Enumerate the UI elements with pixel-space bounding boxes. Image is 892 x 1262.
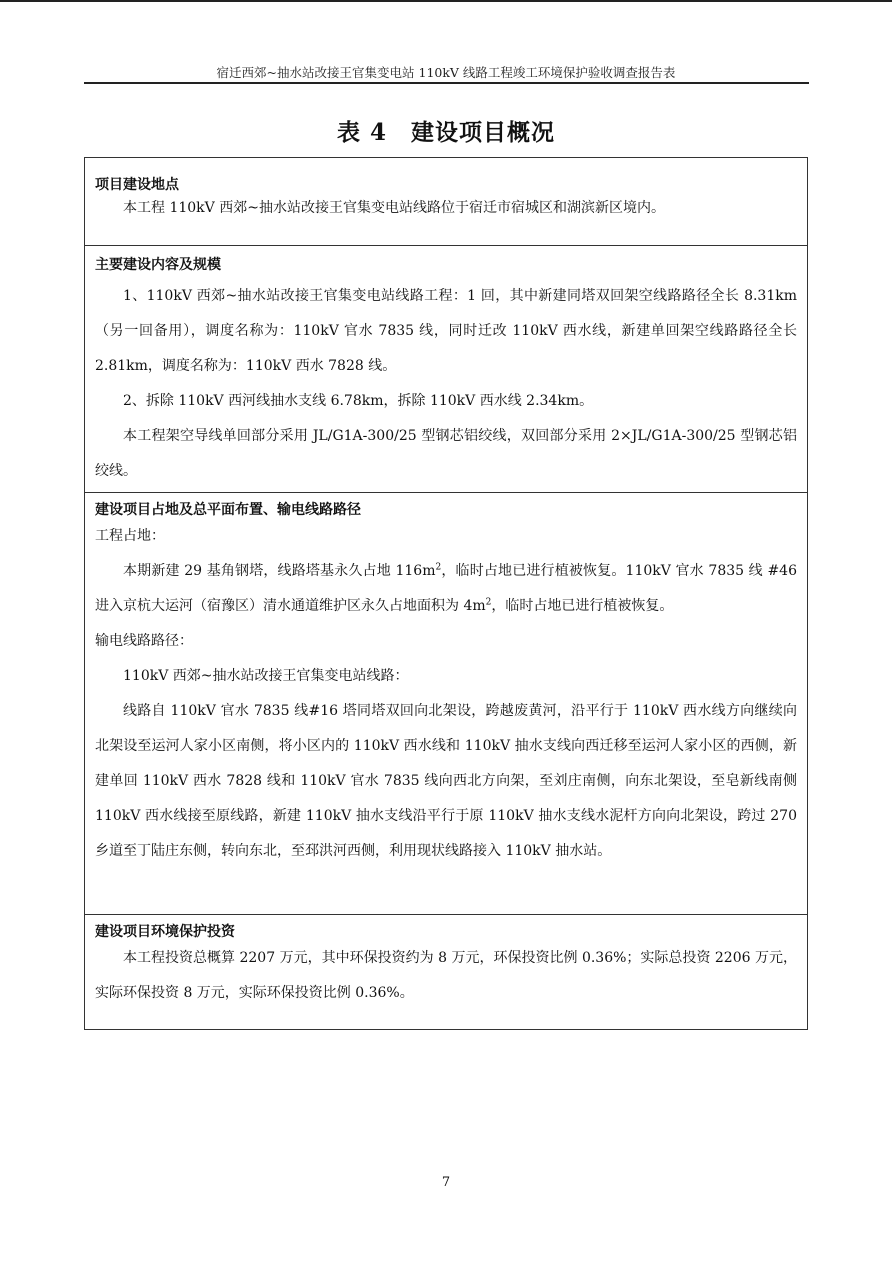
route-line-name: 110kV 西郊~抽水站改接王官集变电站线路：	[123, 668, 409, 684]
section-location	[85, 158, 807, 245]
header-rule	[84, 82, 809, 84]
page-number: 7	[441, 1175, 451, 1190]
land-text-c: ，临时占地已进行植被恢复。	[491, 598, 674, 614]
section-investment	[85, 914, 807, 1029]
route-paragraph: 线路自 110kV 官水 7835 线#16 塔同塔双回向北架设，跨越废黄河，沿平行于 110kV 西水线方向继续向北架设至运河人家小区南侧，将小区内的 110kV 西水线和 110kV 抽水支线向西迁移至运河人家小区的西侧，新建单回 110kV 西水 7828 线和 110kV 官水 7835 线向西北方向架，至刘庄南侧，向东北架设，至皂新线南侧 110kV 西水线接至原线路，新建 110kV 抽水支线沿平行于原 110kV 抽水支线水泥杆方向向北架设，跨过 270 乡道至丁陆庄东侧，转向东北，至邳洪河西侧，利用现状线路接入 110kV 抽水站。	[95, 703, 797, 859]
overview-table	[84, 157, 808, 1030]
land-text-a: 本期新建 29 基角钢塔，线路塔基永久占地 116m	[123, 563, 436, 579]
section-content	[85, 245, 807, 492]
running-header: 宿迁西郊~抽水站改接王官集变电站 110kV 线路工程竣工环境保护验收调查报告表	[216, 65, 676, 80]
section-land-route	[85, 492, 807, 914]
table-title: 表 4 建设项目概况	[336, 119, 555, 146]
page-top-border	[0, 0, 892, 2]
land-text-b: ，临时占地已进行植被恢复。110kV 官水 7835 线 #46 进入京杭大运河（宿豫区）清水通道维护区永久占地面积为 4m	[95, 563, 797, 614]
route-subheading: 输电线路路径：	[95, 633, 193, 649]
section-heading-location: 项目建设地点	[95, 177, 179, 193]
section-heading-land-route: 建设项目占地及总平面布置、输电线路路径	[95, 502, 361, 518]
content-paragraph-1: 1、110kV 西郊~抽水站改接王官集变电站线路工程：1 回，其中新建同塔双回架空线路路径全长 8.31km（另一回备用），调度名称为：110kV 官水 7835 线，同时迁改 110kV 西水线，新建单回架空线路路径全长 2.81km，调度名称为：110kV 西水 7828 线。	[95, 288, 797, 374]
land-subheading: 工程占地：	[95, 528, 165, 544]
location-paragraph: 本工程 110kV 西郊~抽水站改接王官集变电站线路位于宿迁市宿城区和湖滨新区境内。	[123, 200, 665, 216]
section-heading-investment: 建设项目环境保护投资	[95, 924, 235, 940]
investment-paragraph: 本工程投资总概算 2207 万元，其中环保投资约为 8 万元，环保投资比例 0.36%；实际总投资 2206 万元，实际环保投资 8 万元，实际环保投资比例 0.36%。	[95, 950, 797, 1001]
area-unit-superscript: 2	[485, 597, 492, 608]
content-paragraph-3: 本工程架空导线单回部分采用 JL/G1A-300/25 型钢芯铝绞线，双回部分采用 2×JL/G1A-300/25 型钢芯铝绞线。	[95, 428, 797, 479]
area-unit-superscript: 2	[435, 562, 442, 573]
land-paragraph	[95, 554, 797, 624]
section-heading-content: 主要建设内容及规模	[95, 257, 221, 273]
content-paragraph-2: 2、拆除 110kV 西河线抽水支线 6.78km，拆除 110kV 西水线 2.34km。	[123, 393, 594, 409]
